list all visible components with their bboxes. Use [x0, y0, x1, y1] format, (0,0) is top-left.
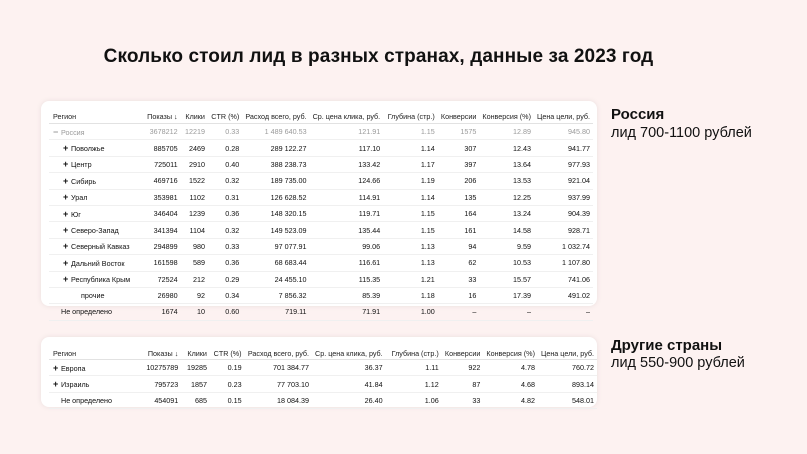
- clicks-cell: 2910: [181, 156, 208, 172]
- depth-cell: 1.13: [383, 255, 438, 271]
- ctr-cell: 0.15: [210, 392, 245, 408]
- clicks-cell: 1104: [181, 222, 208, 238]
- table-row[interactable]: [49, 304, 593, 320]
- cpc-cell: 135.44: [310, 222, 384, 238]
- conversions-cell: 33: [442, 392, 484, 408]
- conversions-cell: 206: [438, 173, 480, 189]
- impressions-cell: 885705: [142, 140, 181, 156]
- region-name: Урал: [71, 193, 88, 203]
- region-cell: [49, 173, 142, 189]
- col-header-clicks[interactable]: Клики: [181, 347, 210, 360]
- expand-icon[interactable]: +: [63, 241, 69, 252]
- impressions-cell: 10275789: [138, 360, 181, 376]
- clicks-cell: 2469: [181, 140, 208, 156]
- table-row[interactable]: [49, 173, 593, 189]
- clicks-cell: 12219: [181, 124, 208, 140]
- depth-cell: 1.06: [386, 392, 442, 408]
- clicks-cell: 980: [181, 238, 208, 254]
- table-row[interactable]: [49, 205, 593, 221]
- col-header-depth[interactable]: Глубина (стр.): [386, 347, 442, 360]
- goal-cost-cell: 904.39: [534, 205, 593, 221]
- russia-label: Россия: [611, 106, 665, 123]
- ctr-cell: 0.40: [208, 156, 242, 172]
- page-title: Сколько стоил лид в разных странах, данные за 2023 год: [103, 46, 654, 67]
- conversion-rate-cell: 10.53: [479, 255, 534, 271]
- spend-cell: 77 703.10: [245, 376, 312, 392]
- col-header-ctr[interactable]: CTR (%): [208, 110, 242, 124]
- cpc-cell: 117.10: [310, 140, 384, 156]
- region-cell: [49, 205, 142, 221]
- other-countries-label: Другие страны: [611, 337, 723, 354]
- depth-cell: 1.13: [383, 238, 438, 254]
- region-cell: [49, 189, 142, 205]
- ctr-cell: 0.60: [208, 304, 242, 320]
- spend-cell: 149 523.09: [242, 222, 309, 238]
- region-name: Сибирь: [71, 176, 97, 186]
- ctr-cell: 0.19: [210, 360, 245, 376]
- cpc-cell: 124.66: [310, 173, 384, 189]
- cpc-cell: 36.37: [312, 360, 386, 376]
- clicks-cell: 1857: [181, 376, 210, 392]
- col-header-conversion-rate[interactable]: Конверсия (%): [483, 347, 538, 360]
- goal-cost-cell: 941.77: [534, 140, 593, 156]
- conversion-rate-cell: 4.78: [483, 360, 538, 376]
- clicks-cell: 10: [181, 304, 208, 320]
- table-row[interactable]: [49, 156, 593, 172]
- region-cell: [49, 255, 142, 271]
- col-header-goal-cost[interactable]: Цена цели, руб.: [534, 110, 593, 124]
- conversion-rate-cell: 13.53: [479, 173, 534, 189]
- table-row[interactable]: [49, 287, 593, 303]
- goal-cost-cell: –: [534, 304, 593, 320]
- col-header-region[interactable]: Регион: [49, 110, 142, 124]
- col-header-spend[interactable]: Расход всего, руб.: [242, 110, 309, 124]
- region-cell: [49, 222, 142, 238]
- ctr-cell: 0.33: [208, 238, 242, 254]
- goal-cost-cell: 928.71: [534, 222, 593, 238]
- region-cell: [49, 376, 138, 392]
- depth-cell: 1.21: [383, 271, 438, 287]
- goal-cost-cell: 548.01: [538, 392, 597, 408]
- ctr-cell: 0.36: [208, 205, 242, 221]
- cpc-cell: 41.84: [312, 376, 386, 392]
- conversions-cell: 62: [438, 255, 480, 271]
- clicks-cell: 19285: [181, 360, 210, 376]
- impressions-cell: 795723: [138, 376, 181, 392]
- region-name: Израиль: [61, 380, 90, 390]
- conversions-cell: 922: [442, 360, 484, 376]
- depth-cell: 1.18: [383, 287, 438, 303]
- impressions-cell: 353981: [142, 189, 181, 205]
- collapse-icon[interactable]: −: [53, 126, 59, 137]
- region-name: Не определено: [61, 395, 113, 405]
- clicks-cell: 1102: [181, 189, 208, 205]
- spend-cell: 148 320.15: [242, 205, 309, 221]
- cpc-cell: 114.91: [310, 189, 384, 205]
- region-cell: [49, 392, 138, 408]
- region-name: Европа: [61, 363, 86, 373]
- clicks-cell: 92: [181, 287, 208, 303]
- other-countries-table: [49, 347, 597, 409]
- conversion-rate-cell: 14.58: [479, 222, 534, 238]
- expand-icon[interactable]: +: [63, 159, 69, 170]
- conversions-cell: 307: [438, 140, 480, 156]
- impressions-cell: 454091: [138, 392, 181, 408]
- table-row[interactable]: [49, 392, 597, 408]
- impressions-cell: 3678212: [142, 124, 181, 140]
- russia-table-body: [49, 124, 593, 321]
- spend-cell: 719.11: [242, 304, 309, 320]
- table-row[interactable]: [49, 376, 597, 392]
- col-header-goal-cost[interactable]: Цена цели, руб.: [538, 347, 597, 360]
- expand-icon[interactable]: +: [63, 274, 69, 285]
- spend-cell: 388 238.73: [242, 156, 309, 172]
- goal-cost-cell: 1 107.80: [534, 255, 593, 271]
- col-header-impressions[interactable]: Показы ↓: [142, 110, 181, 124]
- conversions-cell: 397: [438, 156, 480, 172]
- region-name: Не определено: [61, 307, 113, 317]
- expand-icon[interactable]: +: [53, 362, 59, 373]
- region-name: Республика Крым: [71, 275, 131, 285]
- region-name: Северный Кавказ: [71, 242, 130, 252]
- expand-icon[interactable]: +: [63, 192, 69, 203]
- other-countries-table-card: [41, 337, 597, 407]
- col-header-conversion-rate[interactable]: Конверсия (%): [479, 110, 534, 124]
- conversion-rate-cell: 4.68: [483, 376, 538, 392]
- col-header-spend[interactable]: Расход всего, руб.: [245, 347, 312, 360]
- col-header-impressions[interactable]: Показы ↓: [138, 347, 181, 360]
- region-name: Дальний Восток: [71, 258, 125, 268]
- region-name: Центр: [71, 160, 92, 170]
- ctr-cell: 0.32: [208, 222, 242, 238]
- impressions-cell: 469716: [142, 173, 181, 189]
- goal-cost-cell: 491.02: [534, 287, 593, 303]
- ctr-cell: 0.28: [208, 140, 242, 156]
- spend-cell: 7 856.32: [242, 287, 309, 303]
- depth-cell: 1.15: [383, 205, 438, 221]
- cpc-cell: 85.39: [310, 287, 384, 303]
- clicks-cell: 212: [181, 271, 208, 287]
- impressions-cell: 294899: [142, 238, 181, 254]
- impressions-cell: 346404: [142, 205, 181, 221]
- conversion-rate-cell: 15.57: [479, 271, 534, 287]
- clicks-cell: 1522: [181, 173, 208, 189]
- cpc-cell: 26.40: [312, 392, 386, 408]
- depth-cell: 1.19: [383, 173, 438, 189]
- spend-cell: 289 122.27: [242, 140, 309, 156]
- expand-icon[interactable]: +: [63, 143, 69, 154]
- russia-table-card: [41, 101, 597, 317]
- conversions-cell: 164: [438, 205, 480, 221]
- conversions-cell: 87: [442, 376, 484, 392]
- table-row[interactable]: [49, 189, 593, 205]
- region-cell: [49, 287, 142, 303]
- expand-icon[interactable]: +: [63, 208, 69, 219]
- impressions-cell: 26980: [142, 287, 181, 303]
- cpc-cell: 133.42: [310, 156, 384, 172]
- clicks-cell: 1239: [181, 205, 208, 221]
- conversion-rate-cell: 17.39: [479, 287, 534, 303]
- spend-cell: 68 683.44: [242, 255, 309, 271]
- col-header-cpc[interactable]: Ср. цена клика, руб.: [310, 110, 384, 124]
- col-header-conversions[interactable]: Конверсии: [438, 110, 480, 124]
- cpc-cell: 119.71: [310, 205, 384, 221]
- impressions-cell: 341394: [142, 222, 181, 238]
- spend-cell: 1 489 640.53: [242, 124, 309, 140]
- cpc-cell: 115.35: [310, 271, 384, 287]
- depth-cell: 1.11: [386, 360, 442, 376]
- cpc-cell: 116.61: [310, 255, 384, 271]
- spend-cell: 24 455.10: [242, 271, 309, 287]
- spend-cell: 97 077.91: [242, 238, 309, 254]
- impressions-cell: 72524: [142, 271, 181, 287]
- col-header-ctr[interactable]: CTR (%): [210, 347, 245, 360]
- region-name: прочие: [81, 291, 105, 301]
- table-row[interactable]: [49, 271, 593, 287]
- russia-table: [49, 110, 593, 321]
- table-row[interactable]: [49, 360, 597, 376]
- conversion-rate-cell: 12.25: [479, 189, 534, 205]
- impressions-cell: 1674: [142, 304, 181, 320]
- depth-cell: 1.14: [383, 189, 438, 205]
- conversions-cell: 161: [438, 222, 480, 238]
- cpc-cell: 121.91: [310, 124, 384, 140]
- clicks-cell: 589: [181, 255, 208, 271]
- goal-cost-cell: 893.14: [538, 376, 597, 392]
- region-name: Россия: [61, 127, 85, 137]
- table-row[interactable]: [49, 124, 593, 140]
- depth-cell: 1.15: [383, 124, 438, 140]
- conversion-rate-cell: 12.89: [479, 124, 534, 140]
- ctr-cell: 0.23: [210, 376, 245, 392]
- goal-cost-cell: 945.80: [534, 124, 593, 140]
- conversions-cell: 33: [438, 271, 480, 287]
- spend-cell: 189 735.00: [242, 173, 309, 189]
- col-header-conversions[interactable]: Конверсии: [442, 347, 484, 360]
- table-header-row: [49, 110, 593, 124]
- table-row[interactable]: [49, 222, 593, 238]
- depth-cell: 1.15: [383, 222, 438, 238]
- expand-icon[interactable]: +: [63, 225, 69, 236]
- expand-icon[interactable]: +: [63, 175, 69, 186]
- ctr-cell: 0.36: [208, 255, 242, 271]
- region-cell: [49, 271, 142, 287]
- region-cell: [49, 238, 142, 254]
- cpc-cell: 71.91: [310, 304, 384, 320]
- table-header-row: [49, 347, 597, 360]
- expand-icon[interactable]: +: [63, 257, 69, 268]
- region-name: Поволжье: [71, 144, 105, 154]
- conversion-rate-cell: 13.24: [479, 205, 534, 221]
- ctr-cell: 0.33: [208, 124, 242, 140]
- other-countries-lead-price: лид 550-900 рублей: [611, 355, 745, 371]
- conversion-rate-cell: 4.82: [483, 392, 538, 408]
- conversion-rate-cell: –: [479, 304, 534, 320]
- ctr-cell: 0.34: [208, 287, 242, 303]
- clicks-cell: 685: [181, 392, 210, 408]
- conversions-cell: 135: [438, 189, 480, 205]
- conversions-cell: 1575: [438, 124, 480, 140]
- conversion-rate-cell: 12.43: [479, 140, 534, 156]
- conversions-cell: 94: [438, 238, 480, 254]
- col-header-depth[interactable]: Глубина (стр.): [383, 110, 438, 124]
- region-name: Северо-Запад: [71, 226, 119, 236]
- conversions-cell: –: [438, 304, 480, 320]
- region-name: Юг: [71, 209, 81, 219]
- depth-cell: 1.14: [383, 140, 438, 156]
- goal-cost-cell: 741.06: [534, 271, 593, 287]
- region-cell: [49, 304, 142, 320]
- region-cell: [49, 124, 142, 140]
- col-header-clicks[interactable]: Клики: [181, 110, 208, 124]
- col-header-cpc[interactable]: Ср. цена клика, руб.: [312, 347, 386, 360]
- impressions-cell: 161598: [142, 255, 181, 271]
- goal-cost-cell: 921.04: [534, 173, 593, 189]
- other-countries-table-body: [49, 360, 597, 409]
- goal-cost-cell: 1 032.74: [534, 238, 593, 254]
- goal-cost-cell: 977.93: [534, 156, 593, 172]
- spend-cell: 701 384.77: [245, 360, 312, 376]
- impressions-cell: 725011: [142, 156, 181, 172]
- depth-cell: 1.12: [386, 376, 442, 392]
- russia-lead-price: лид 700-1100 рублей: [611, 125, 752, 141]
- col-header-region[interactable]: Регион: [49, 347, 138, 360]
- conversion-rate-cell: 9.59: [479, 238, 534, 254]
- conversion-rate-cell: 13.64: [479, 156, 534, 172]
- spend-cell: 18 084.39: [245, 392, 312, 408]
- ctr-cell: 0.29: [208, 271, 242, 287]
- goal-cost-cell: 937.99: [534, 189, 593, 205]
- goal-cost-cell: 760.72: [538, 360, 597, 376]
- conversions-cell: 16: [438, 287, 480, 303]
- ctr-cell: 0.32: [208, 173, 242, 189]
- region-cell: [49, 360, 138, 376]
- depth-cell: 1.00: [383, 304, 438, 320]
- table-row[interactable]: [49, 140, 593, 156]
- table-row[interactable]: [49, 238, 593, 254]
- region-cell: [49, 140, 142, 156]
- depth-cell: 1.17: [383, 156, 438, 172]
- cpc-cell: 99.06: [310, 238, 384, 254]
- ctr-cell: 0.31: [208, 189, 242, 205]
- expand-icon[interactable]: +: [53, 379, 59, 390]
- region-cell: [49, 156, 142, 172]
- table-row[interactable]: [49, 255, 593, 271]
- spend-cell: 126 628.52: [242, 189, 309, 205]
